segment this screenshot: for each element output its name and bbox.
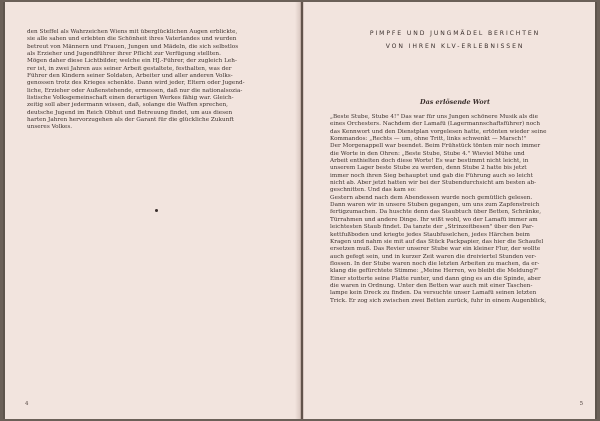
right-page xyxy=(303,2,595,419)
left-page-text: den Steffel als Wahrzeichen Wiens mit überglücklichen Augen erblickte, sie alle sahen und erlebten die Schönheit ihres Vaterlandes und wurden betreut von Männern und Frauen, Jungen und Mädeln, die sich selbstlos als Erzieher und Jugendführer ihrer Pflicht zur Verfügung stellten. Mögen daher diese Lichtbilder, welche ein HJ.-Führer, der zugleich Leh- rer ist, in zwei Jahren aus seiner Arbeit gestaltete, festhalten, was der Führer den Kindern seiner Soldaten, Arbeiter und aller anderen Volks- genossen trotz des Krieges schenkte. Dann wird jeder, Eltern oder Jugend- liche, Erzieher oder Außenstehende, ermessen, daß nur die nationalsozia- listische Volksgemeinschaft einen derartigen Werkes fähig war. Gleich- zeitig soll aber jedermann wissen, daß, solange die Waffen sprechen, deutsche Jugend im Reich Obhut und Betreuung findet, um aus diesen harten Jahren hervorzugehen als der Garant für die glückliche Zukunft unseres Volkes. xyxy=(27,29,245,131)
story-title: Das erlösende Wort xyxy=(420,98,490,106)
section-header-line2: VON IHREN KLV-ERLEBNISSEN xyxy=(385,43,525,50)
page-mark xyxy=(155,209,158,212)
left-page xyxy=(5,2,301,419)
right-page-number: 5 xyxy=(579,401,583,407)
left-page-number: 4 xyxy=(25,401,29,407)
right-page-text: „Beste Stube, Stube 4!" Das war für uns Jungen schönere Musik als die eines Orchesters. Nachdem der Lamafü (Lagermannschaftsführer) noch das Kennwort und den Dienstplan vorgelesen hatte, ertönten wieder seine Kommandos: „Rechts — um, ohne Tritt, links schwenkt — Marsch!" Der Morgenappell war beendet. Beim Frühstück tönten mir noch immer die Worte in den Ohren: „Beste Stube, Stube 4." Wieviel Mühe und Arbeit enthielten doch diese Worte! Es war bestimmt nicht leicht, in unserem Lager beste Stube zu werden, denn Stube 2 hatte bis jetzt immer noch ihren Sieg behauptet und gab die Führung auch so leicht nicht ab. Aber jetzt hatten wir bei der Stubendurchsicht am besten ab- geschnitten. Und das kam so: Gestern abend nach dem Abendessen wurde noch gemütlich gelesen. Dann waren wir in unsere Stuben gegangen, um uns zum Zapfenstreich fertigzumachen. Da huschte denn das Staubtuch über Betten, Schränke, Türrahmen und andere Dinge. Ihr wißt wohl, wo der Lamafü immer am leichtesten Staub findet. Da tanzte der „Strinzeitbesen" über den Par- kettfußboden und kriegte jedes Staubfuselchen, jedes Härchen beim Kragen und nahm sie mit auf das Stück Packpapier, das hier die Schaufel ersetzen muß. Das Revier unserer Stube war ein kleiner Flur, der wollte auch gefegt sein, und in kurzer Zeit waren die dreiviertel Stunden ver- flossen. In der Stube waren noch die letzten Arbeiten zu machen, da er- klang die gefürchtete Stimme: „Meine Herren, wo bleibt die Meldung?" Einer stotterte seine Platte runter, und dann ging es an die Spinde, aber die waren in Ordnung. Unter den Betten war auch mit einer Taschen- lampe kein Dreck zu finden. Da versuchte unser Lamafü seinen letzten Trick. Er zog sich zwischen zwei Betten zurück, fuhr in einem Augenblick, xyxy=(330,114,547,304)
section-header-line1: PIMPFE UND JUNGMÄDEL BERICHTEN xyxy=(369,30,541,37)
open-book xyxy=(3,2,597,419)
